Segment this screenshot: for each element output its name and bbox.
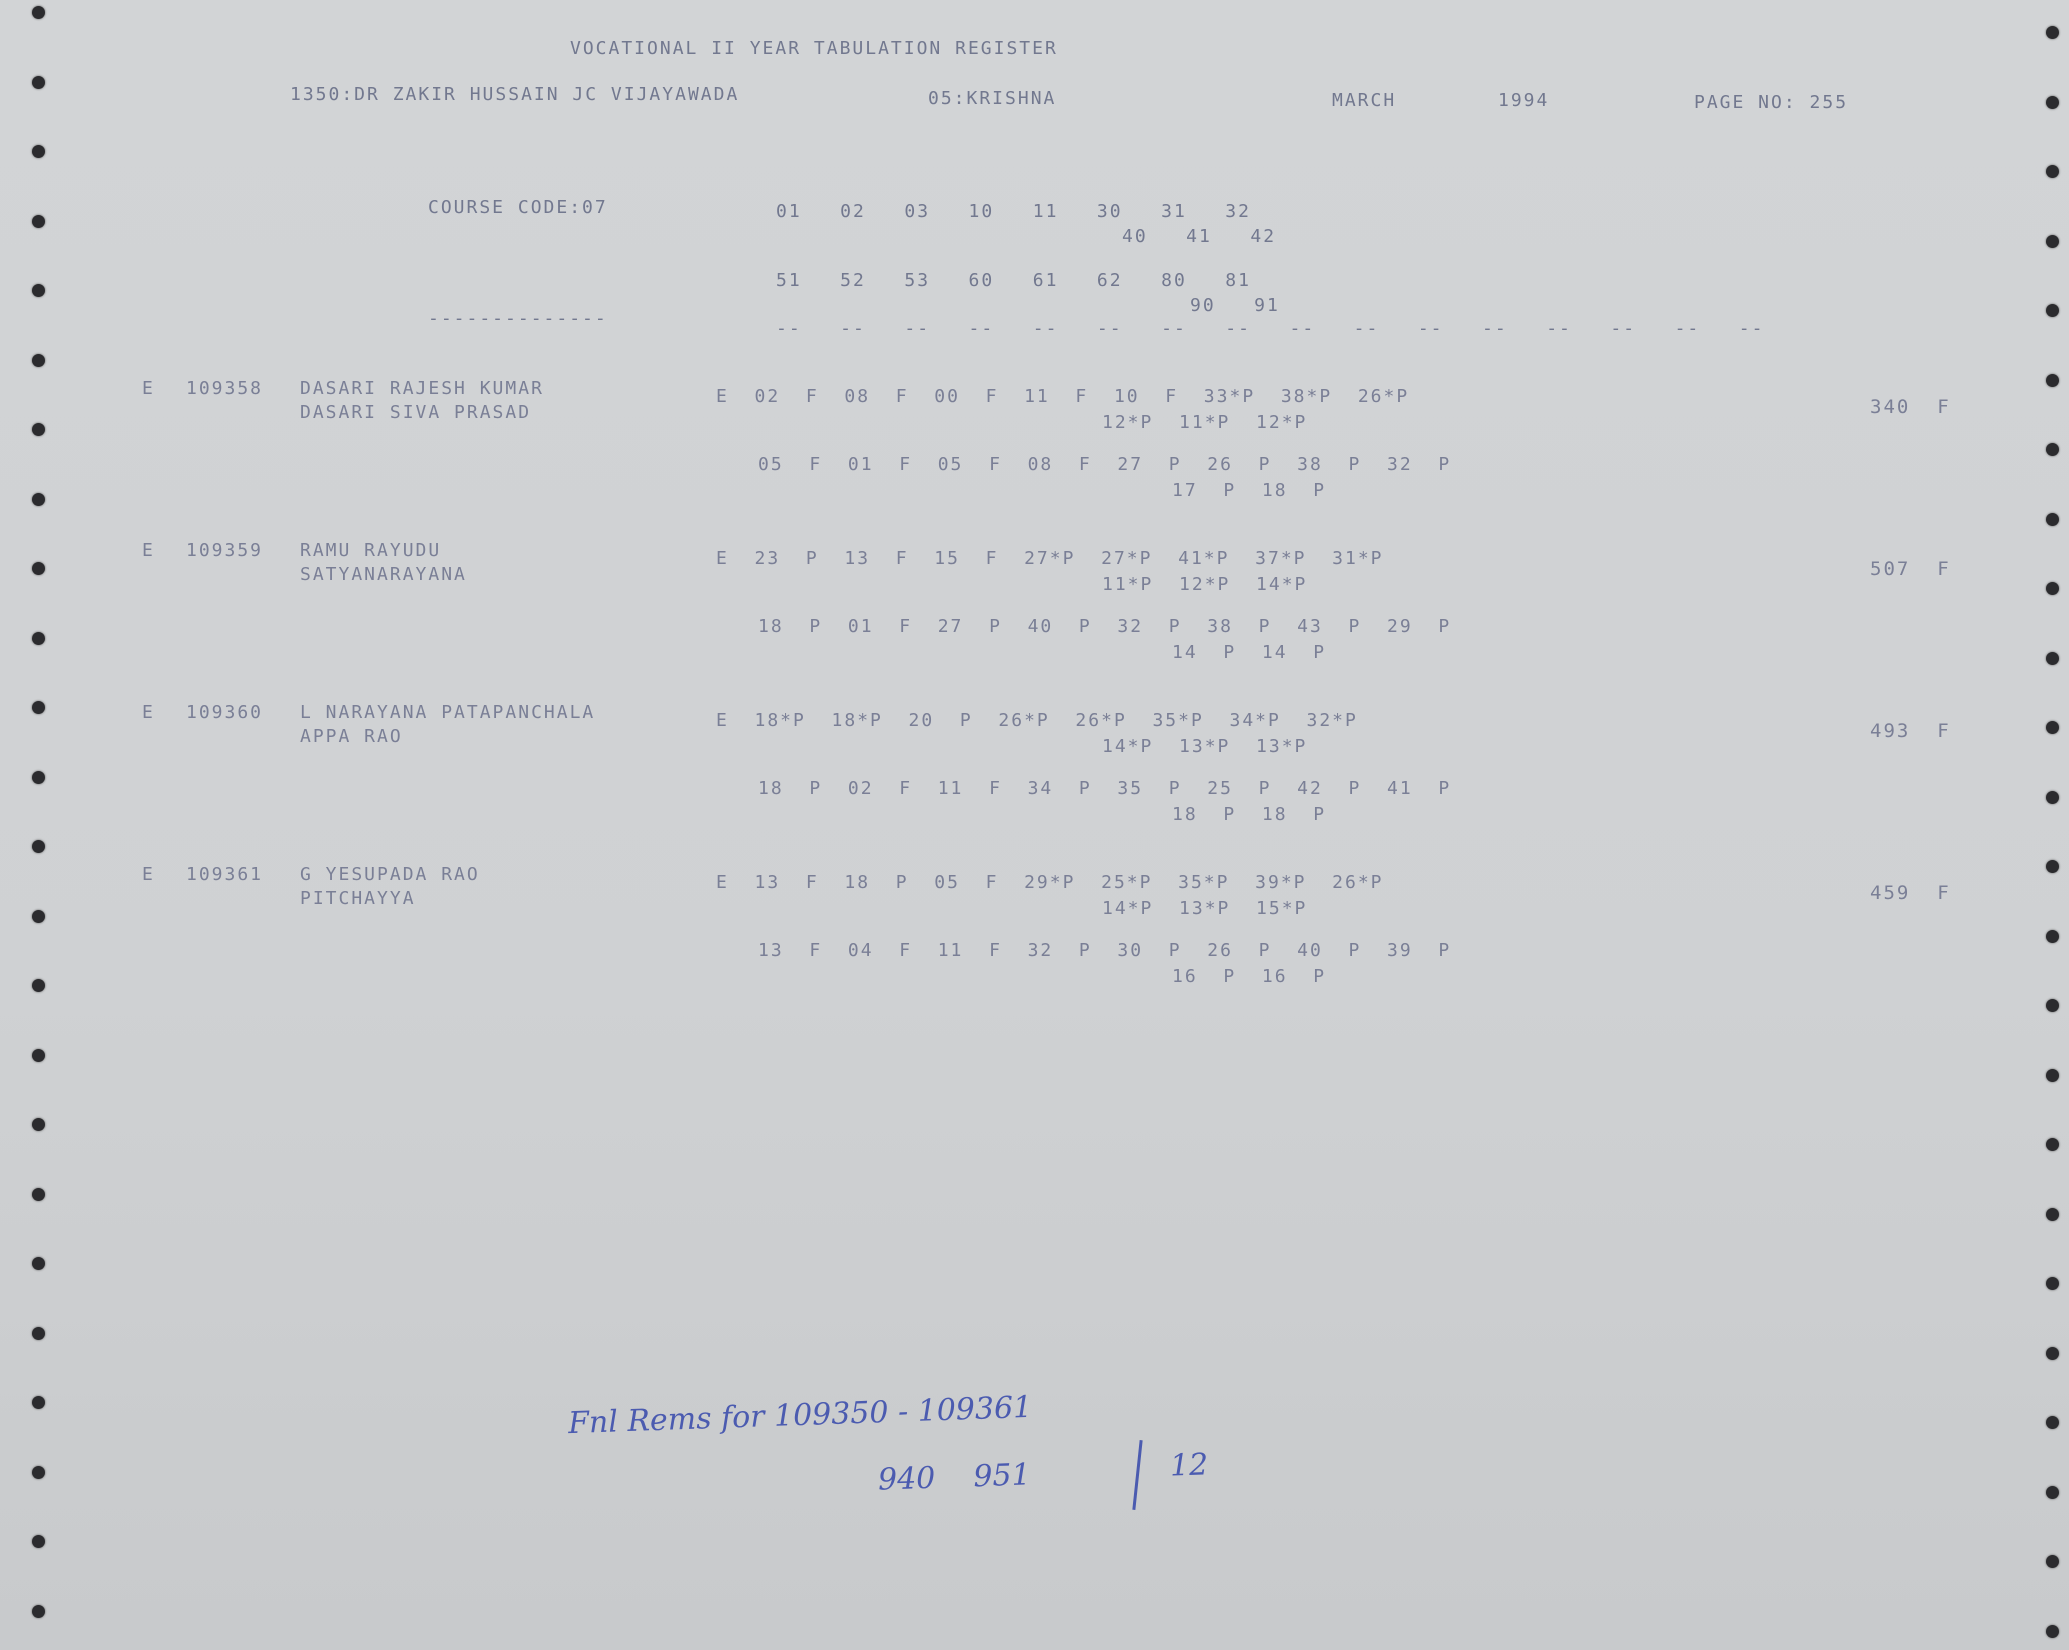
marks-row-1b: 12*P 11*P 12*P (1102, 412, 1308, 433)
grand-total: 493 F (1870, 720, 1951, 742)
feed-hole (32, 1466, 45, 1479)
feed-hole (2046, 26, 2059, 39)
marks-row-2: 05 F 01 F 05 F 08 F 27 P 26 P 38 P 32 P (758, 454, 1452, 475)
feed-hole (32, 145, 45, 158)
feed-hole (2046, 999, 2059, 1012)
father-name: DASARI SIVA PRASAD (300, 402, 532, 423)
district: 05:KRISHNA (928, 88, 1057, 109)
feed-hole (2046, 930, 2059, 943)
student-name: DASARI RAJESH KUMAR (300, 378, 544, 399)
handwritten-mark: 12 (1169, 1447, 1209, 1484)
subject-codes-row2: 51 52 53 60 61 62 80 81 (776, 270, 1251, 291)
feed-hole (32, 493, 45, 506)
feed-hole (32, 423, 45, 436)
student-name: G YESUPADA RAO (300, 864, 480, 885)
feed-hole (2046, 374, 2059, 387)
feed-hole (2046, 1486, 2059, 1499)
feed-hole (2046, 165, 2059, 178)
feed-hole (2046, 513, 2059, 526)
marks-row-1b: 14*P 13*P 15*P (1102, 898, 1308, 919)
feed-hole (32, 215, 45, 228)
exam-year: 1994 (1498, 90, 1550, 111)
subject-codes-row1b: 40 41 42 (1122, 226, 1277, 247)
student-entry-type: E (142, 702, 155, 723)
marks-row-1b: 11*P 12*P 14*P (1102, 574, 1308, 595)
feed-hole (32, 1049, 45, 1062)
marks-row-1: E 13 F 18 P 05 F 29*P 25*P 35*P 39*P 26*P (716, 872, 1384, 893)
feed-hole (32, 632, 45, 645)
college-name: 1350:DR ZAKIR HUSSAIN JC VIJAYAWADA (290, 84, 740, 105)
roll-number: 109361 (186, 864, 264, 885)
feed-hole (2046, 721, 2059, 734)
roll-number: 109358 (186, 378, 264, 399)
father-name: PITCHAYYA (300, 888, 416, 909)
feed-hole (2046, 1138, 2059, 1151)
feed-hole (2046, 582, 2059, 595)
feed-hole (32, 354, 45, 367)
feed-hole (2046, 860, 2059, 873)
exam-month: MARCH (1332, 90, 1397, 111)
feed-hole (32, 1605, 45, 1618)
marks-row-2b: 17 P 18 P (1172, 480, 1327, 501)
feed-hole (2046, 443, 2059, 456)
marks-row-1: E 02 F 08 F 00 F 11 F 10 F 33*P 38*P 26*P (716, 386, 1410, 407)
marks-row-1: E 23 P 13 F 15 F 27*P 27*P 41*P 37*P 31*P (716, 548, 1384, 569)
marks-row-1b: 14*P 13*P 13*P (1102, 736, 1308, 757)
student-name: RAMU RAYUDU (300, 540, 442, 561)
page-number: PAGE NO: 255 (1694, 92, 1849, 113)
feed-hole (32, 701, 45, 714)
marks-row-2b: 18 P 18 P (1172, 804, 1327, 825)
register-title: VOCATIONAL II YEAR TABULATION REGISTER (570, 38, 1058, 59)
feed-hole (32, 562, 45, 575)
feed-hole (2046, 1555, 2059, 1568)
roll-number: 109360 (186, 702, 264, 723)
marks-row-2: 18 P 02 F 11 F 34 P 35 P 25 P 42 P 41 P (758, 778, 1452, 799)
course-code: COURSE CODE:07 (428, 197, 608, 218)
feed-hole (32, 840, 45, 853)
grand-total: 459 F (1870, 882, 1951, 904)
feed-hole (32, 1535, 45, 1548)
feed-hole (32, 1257, 45, 1270)
feed-hole (32, 1118, 45, 1131)
handwritten-divider (1132, 1440, 1142, 1510)
student-entry-type: E (142, 864, 155, 885)
feed-hole (2046, 652, 2059, 665)
roll-number: 109359 (186, 540, 264, 561)
feed-hole (2046, 1208, 2059, 1221)
feed-hole (2046, 791, 2059, 804)
feed-hole (2046, 1347, 2059, 1360)
marks-row-2: 13 F 04 F 11 F 32 P 30 P 26 P 40 P 39 P (758, 940, 1452, 961)
feed-hole (2046, 96, 2059, 109)
grand-total: 507 F (1870, 558, 1951, 580)
feed-hole (32, 910, 45, 923)
feed-hole (32, 1396, 45, 1409)
feed-hole (32, 76, 45, 89)
subject-codes-row2b: 90 91 (1190, 295, 1280, 316)
feed-hole (2046, 1625, 2059, 1638)
column-dashes: -- -- -- -- -- -- -- -- -- -- -- -- -- -- -- -- (776, 318, 1765, 339)
feed-hole (2046, 1416, 2059, 1429)
feed-hole (32, 284, 45, 297)
feed-hole (32, 1188, 45, 1201)
marks-row-1: E 18*P 18*P 20 P 26*P 26*P 35*P 34*P 32*P (716, 710, 1358, 731)
feed-hole (2046, 1277, 2059, 1290)
feed-hole (32, 6, 45, 19)
feed-hole (32, 979, 45, 992)
student-entry-type: E (142, 540, 155, 561)
student-name: L NARAYANA PATAPANCHALA (300, 702, 596, 723)
feed-hole (32, 1327, 45, 1340)
grand-total: 340 F (1870, 396, 1951, 418)
handwritten-note-line2: 940 951 (877, 1457, 1032, 1498)
course-underline: -------------- (428, 308, 608, 329)
feed-hole (32, 771, 45, 784)
feed-hole (2046, 235, 2059, 248)
handwritten-note-line1: Fnl Rems for 109350 - 109361 (567, 1389, 1033, 1442)
marks-row-2: 18 P 01 F 27 P 40 P 32 P 38 P 43 P 29 P (758, 616, 1452, 637)
feed-hole (2046, 304, 2059, 317)
student-entry-type: E (142, 378, 155, 399)
marks-row-2b: 16 P 16 P (1172, 966, 1327, 987)
feed-hole (2046, 1069, 2059, 1082)
subject-codes-row1: 01 02 03 10 11 30 31 32 (776, 201, 1251, 222)
father-name: APPA RAO (300, 726, 403, 747)
father-name: SATYANARAYANA (300, 564, 467, 585)
marks-row-2b: 14 P 14 P (1172, 642, 1327, 663)
